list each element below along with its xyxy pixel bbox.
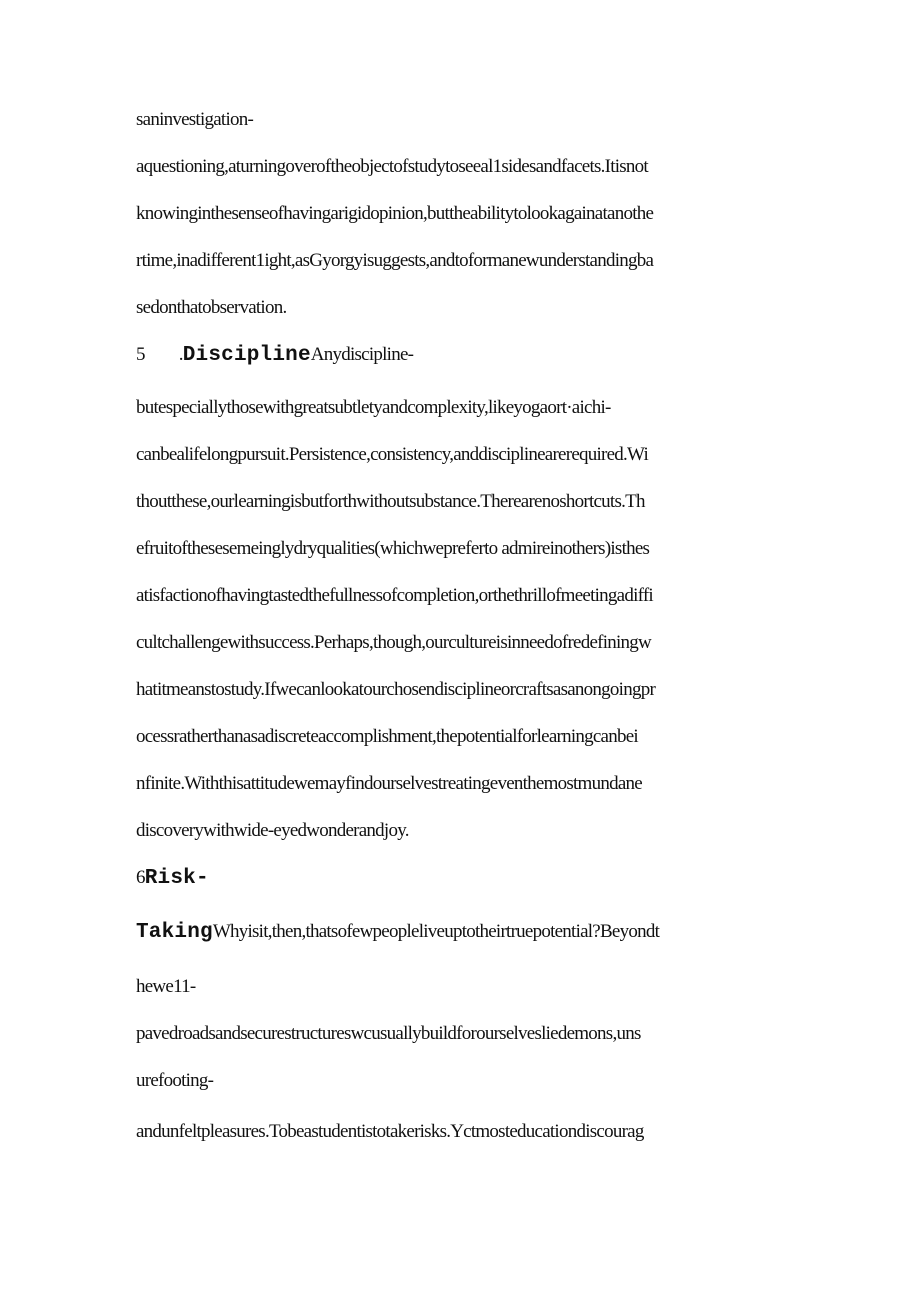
- text-line: efruitofthesesemeinglydryqualities(whichwepreferto admireinothers)isthes: [136, 538, 650, 559]
- section-5-dot: .: [178, 344, 183, 365]
- text-line: canbealifelongpursuit.Persistence,consistency,anddisciplinearerequired.Wi: [136, 444, 648, 465]
- text-line: sedonthatobservation.: [136, 297, 287, 318]
- section-5-number: 5: [136, 344, 145, 365]
- section-5-title: Discipline: [182, 344, 311, 367]
- text-line: ocessratherthanasadiscreteaccomplishment,thepotentialforlearningcanbei: [136, 726, 638, 747]
- text-line: rtime,inadifferent1ight,asGyorgyisuggests,andtoformanewunderstandingba: [136, 250, 654, 271]
- text-line: andunfeltpleasures.Tobeastudentistotakerisks.Yctmosteducationdiscourag: [136, 1121, 644, 1142]
- section-6-title-part1: Risk-: [144, 867, 209, 890]
- section-5-text: Anydiscipline-: [310, 344, 414, 365]
- text-line: saninvestigation-: [136, 109, 254, 130]
- text-line: hewe11-: [136, 976, 196, 997]
- section-6-number: 6: [136, 867, 145, 888]
- section-5-line: [136, 343, 796, 368]
- section-6-title-part2: Taking: [136, 921, 213, 944]
- section-6-line: [136, 920, 796, 945]
- text-line: urefooting-: [136, 1070, 214, 1091]
- section-6-text: Whyisit,then,thatsofewpeopleliveuptotheirtruepotential?Beyondt: [212, 921, 660, 942]
- text-line: discoverywithwide-eyedwonderandjoy.: [136, 820, 409, 841]
- text-line: hatitmeanstostudy.Ifwecanlookatourchosendisciplineorcraftsasanongoingpr: [136, 679, 656, 700]
- text-line: thoutthese,ourlearningisbutforthwithoutsubstance.Therearenoshortcuts.Th: [136, 491, 645, 512]
- text-line: cultchallengewithsuccess.Perhaps,though,ourcultureisinneedofredefiningw: [136, 632, 651, 653]
- text-line: aquestioning,aturningoveroftheobjectofstudytoseeal1sidesandfacets.Itisnot: [136, 156, 648, 177]
- text-line: pavedroadsandsecurestructureswcusuallybuildforourselvesliedemons,uns: [136, 1023, 641, 1044]
- text-line: atisfactionofhavingtastedthefullnessofcompletion,orthethrillofmeetingadiffi: [136, 585, 653, 606]
- text-line: knowinginthesenseofhavingarigidopinion,buttheabilitytolookagainatanothe: [136, 203, 654, 224]
- text-line: nfinite.Withthisattitudewemayfindourselvestreatingeventhemostmundane: [136, 773, 642, 794]
- text-line: butespeciallythosewithgreatsubtletyandcomplexity,likeyogaort·aichi-: [136, 397, 611, 418]
- section-6-heading: [136, 866, 796, 891]
